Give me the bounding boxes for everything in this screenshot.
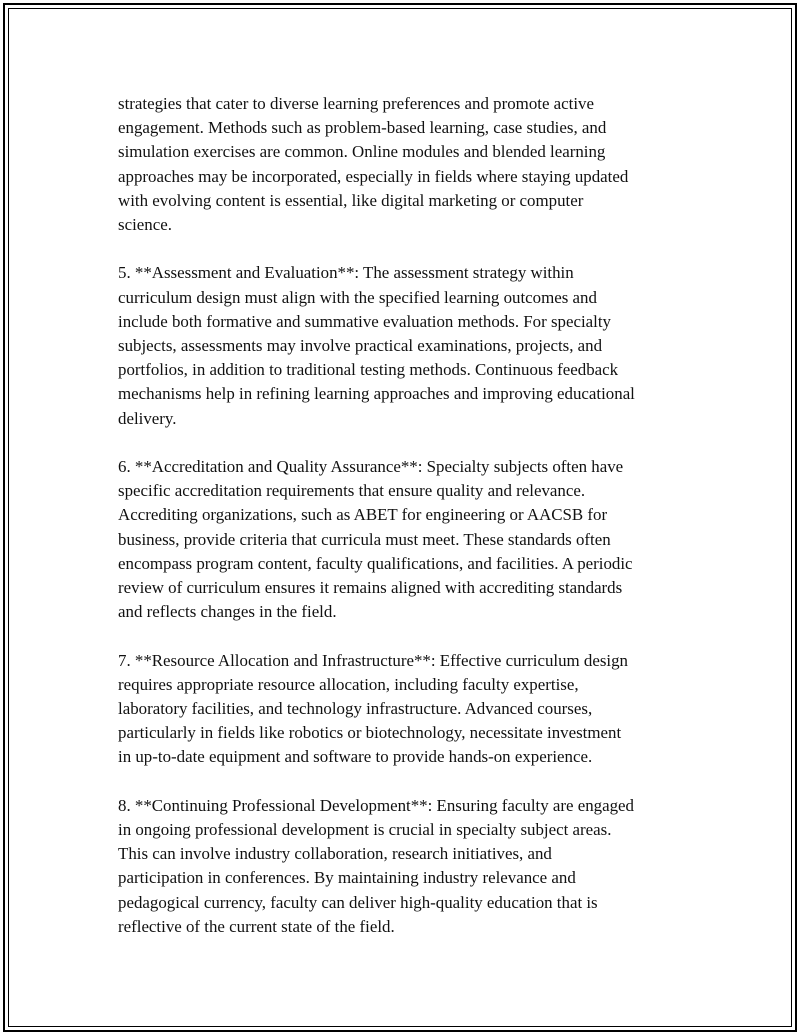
- paragraph-resource-allocation: 7. **Resource Allocation and Infrastructure**: Effective curriculum design requires appropriate resource allocation, including faculty expertise, laboratory facilities, and technology infrastructure. Advanced courses, particularly in fields like robotics or biotechnology, necessitate investment in up-to-date equipment and software to provide hands-on experience.: [118, 650, 628, 767]
- paragraph-assessment-evaluation: 5. **Assessment and Evaluation**: The assessment strategy within curriculum design must align with the specified learning outcomes and include both formative and summative evaluation methods. For specialty subjects, assessments may involve practical examinations, projects, and portfolios, in addition to traditional testing methods. Continuous feedback mechanisms help in refining learning approaches and improving educational delivery.: [118, 263, 635, 428]
- document-body: [118, 92, 690, 963]
- paragraph-teaching-strategies: strategies that cater to diverse learning preferences and promote active engagement. Methods such as problem-based learning, case studies, and simulation exercises are common. Online modules and blended learning approaches may be incorporated, especially in fields where staying updated with evolving content is essential, like digital marketing or computer science.: [118, 94, 629, 235]
- paragraph-accreditation-quality: 6. **Accreditation and Quality Assurance**: Specialty subjects often have specific accreditation requirements that ensure quality and relevance. Accrediting organizations, such as ABET for engineering or AACSB for business, provide criteria that curricula must meet. These standards often encompass program content, faculty qualifications, and facilities. A periodic review of curriculum ensures it remains aligned with accrediting standards and reflects changes in the field.: [118, 457, 633, 622]
- paragraph-professional-development: 8. **Continuing Professional Development**: Ensuring faculty are engaged in ongoing professional development is crucial in specialty subject areas. This can involve industry collaboration, research initiatives, and participation in conferences. By maintaining industry relevance and pedagogical currency, faculty can deliver high-quality education that is reflective of the current state of the field.: [118, 795, 634, 936]
